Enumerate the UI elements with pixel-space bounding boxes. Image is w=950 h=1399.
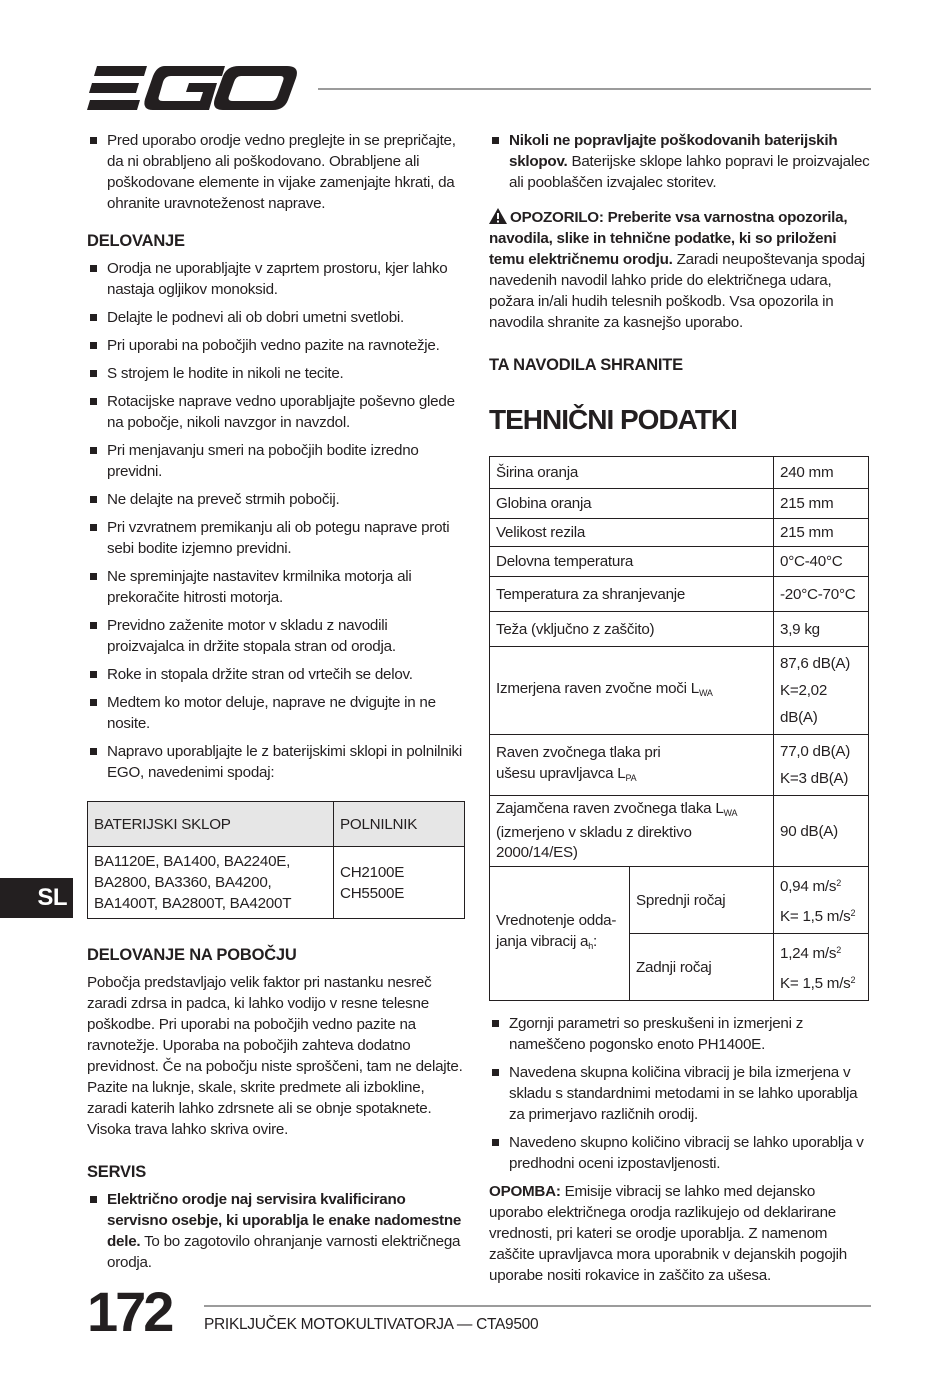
list-item-text: Roke in stopala držite stran od vrtečih se delov. — [107, 666, 413, 683]
spec-value-line: 0,94 m/s — [780, 878, 837, 895]
battery-models-line: BA2800, BA3360, BA4200, — [94, 874, 272, 891]
spec-value: 215 mm — [774, 489, 869, 519]
bullet-icon — [90, 699, 97, 706]
table-cell-chargers — [334, 847, 465, 919]
save-instructions-heading: TA NAVODILA SHRANITE — [489, 356, 683, 374]
bullet-icon — [90, 447, 97, 454]
list-item — [87, 615, 467, 657]
spec-value: 215 mm — [774, 519, 869, 547]
list-item-text: Delajte le podnevi ali ob dobri umetni svetlobi. — [107, 309, 404, 326]
list-item — [87, 517, 467, 559]
specifications-table — [489, 456, 869, 1001]
spec-label: Širina oranja — [490, 457, 774, 489]
servis-list — [87, 1189, 467, 1273]
spec-label-text: ušesu upravljavca L — [496, 764, 626, 782]
spec-value: 90 dB(A) — [774, 796, 869, 867]
list-item — [87, 307, 467, 328]
bullet-icon — [90, 137, 97, 144]
list-item-text: Medtem ko motor deluje, naprave ne dvigujte in ne nosite. — [107, 694, 436, 732]
language-tab: SL — [0, 878, 73, 918]
section-heading-slopes: DELOVANJE NA POBOČJU — [87, 946, 297, 964]
list-item — [489, 1013, 871, 1055]
list-item — [489, 1132, 871, 1174]
charger-model: CH5500E — [340, 884, 405, 902]
spec-value-line: 1,24 m/s — [780, 945, 837, 962]
spec-uncertainty: K=3 dB(A) — [780, 770, 849, 787]
remark-paragraph — [489, 1181, 871, 1286]
spec-label — [490, 735, 774, 796]
spec-value: 0°C-40°C — [774, 547, 869, 577]
spec-uncertainty: K= 1,5 m/s — [780, 975, 851, 992]
subscript: WA — [723, 808, 738, 818]
warning-paragraph — [489, 207, 871, 333]
spec-uncertainty: K= 1,5 m/s — [780, 908, 851, 925]
colon: : — [593, 933, 597, 950]
warning-bold-text: OPOZORILO: Preberite vsa varnostna opozorila, navodila, slike in tehnične podatke, ki so priloženi temu električnemu orodju. — [489, 209, 848, 268]
page-number: 172 — [87, 1280, 172, 1343]
bullet-icon — [90, 314, 97, 321]
spec-label-text: (izmerjeno v skladu z direktivo 2000/14/ES) — [496, 824, 692, 861]
spec-label — [490, 867, 630, 1001]
bullet-icon — [90, 370, 97, 377]
left-column — [87, 130, 467, 1280]
slopes-paragraph: Pobočja predstavljajo velik faktor pri nastanku nesreč zaradi zdrsa in padca, ki lahko vodijo v resne telesne poškodbe. Pri uporabi na pobočjih vedno pazite na ravnotežje. Uporaba na pobočjih zahteva dodatno previdnost. Če na pobočju niste sproščeni, tam ne delajte. Pazite na luknje, skale, skrite predmete ali izbokline, zaradi katerih lahko zdrsnete ali se obnje spotaknete. Visoka trava lahko skriva ovire. — [87, 974, 463, 1138]
list-item-text: Zgornji parametri so preskušeni in izmerjeni z nameščeno pogonsko enoto PH1400E. — [509, 1015, 804, 1053]
specs-title: TEHNIČNI PODATKI — [489, 404, 737, 435]
spec-value: -20°C-70°C — [774, 577, 869, 612]
repair-text: Baterijske sklope lahko popravi le proizvajalec ali pooblaščen izvajalec storitev. — [509, 153, 870, 191]
list-item-text: Pri uporabi na pobočjih vedno pazite na ravnotežje. — [107, 337, 440, 354]
bullet-icon — [492, 1069, 499, 1076]
list-item-text: Pri vzvratnem premikanju ali ob potegu naprave proti sebi bodite izjemno previdni. — [107, 519, 450, 557]
servis-text: To bo zagotovilo ohranjanje varnosti električnega orodja. — [107, 1233, 461, 1271]
spec-value-line: 87,6 dB(A) — [780, 655, 851, 672]
list-item — [87, 258, 467, 300]
bullet-icon — [90, 398, 97, 405]
bullet-icon — [90, 342, 97, 349]
repair-bold-text: Nikoli ne popravljajte poškodovanih baterijskih sklopov. — [509, 132, 838, 170]
spec-value — [774, 647, 869, 735]
spec-label-text: Zajamčena raven zvočnega tlaka L — [496, 800, 724, 817]
list-item-text: Ne delajte na preveč strmih pobočij. — [107, 491, 340, 508]
spec-value: 240 mm — [774, 457, 869, 489]
spec-sublabel: Zadnji ročaj — [630, 934, 774, 1001]
bullet-icon — [492, 137, 499, 144]
battery-models-line: BA1120E, BA1400, BA2240E, — [94, 853, 291, 870]
list-item-text: Napravo uporabljajte le z baterijskimi sklopi in polnilniki EGO, navedenimi spodaj: — [107, 743, 462, 781]
spec-value — [774, 867, 869, 934]
list-item-text: S strojem le hodite in nikoli ne tecite. — [107, 365, 344, 382]
bullet-icon — [90, 671, 97, 678]
section-heading-delovanje: DELOVANJE — [87, 232, 185, 250]
list-item — [87, 440, 467, 482]
list-item — [87, 664, 467, 685]
spec-value: 3,9 kg — [774, 612, 869, 647]
superscript: 2 — [836, 878, 842, 888]
list-item-text: Rotacijske naprave vedno uporabljajte poševno glede na pobočje, nikoli navzgor in navzdol. — [107, 393, 455, 431]
charger-model: CH2100E — [340, 863, 405, 881]
list-item — [87, 1189, 467, 1273]
spec-label: Temperatura za shranjevanje — [490, 577, 774, 612]
spec-label-text: janja vibracij a — [496, 933, 589, 950]
repair-list — [489, 130, 871, 193]
servis-bold-text: Električno orodje naj servisira kvalificirano servisno osebje, ki uporablja le enake nadomestne dele. — [107, 1191, 462, 1250]
spec-label: Delovna temperatura — [490, 547, 774, 577]
battery-models-line: BA1400T, BA2800T, BA4200T — [94, 895, 292, 912]
superscript: 2 — [850, 908, 856, 918]
list-item — [87, 741, 467, 783]
list-item — [87, 489, 467, 510]
notes-list — [489, 1013, 871, 1174]
list-item — [87, 566, 467, 608]
list-item — [489, 1062, 871, 1125]
remark-label: OPOMBA: — [489, 1183, 561, 1200]
list-item-text: Pri menjavanju smeri na pobočjih bodite izredno previdni. — [107, 442, 419, 480]
spec-value — [774, 735, 869, 796]
list-item-text: Orodja ne uporabljajte v zaprtem prostoru, kjer lahko nastaja ogljikov monoksid. — [107, 260, 448, 298]
spec-label-text: Vrednotenje odda- — [496, 912, 617, 929]
bullet-icon — [90, 748, 97, 755]
spec-uncertainty: K=2,02 dB(A) — [780, 682, 828, 726]
battery-charger-table — [87, 801, 465, 919]
delovanje-list — [87, 258, 467, 783]
spec-value-line: 77,0 dB(A) — [780, 743, 851, 760]
bullet-icon — [90, 265, 97, 272]
spec-label: Velikost rezila — [490, 519, 774, 547]
table-header-battery: BATERIJSKI SKLOP — [88, 802, 334, 847]
table-cell-batteries — [88, 847, 334, 919]
spec-label-text: Izmerjena raven zvočne moči L — [496, 679, 699, 697]
bullet-icon — [90, 496, 97, 503]
list-item-text: Previdno zaženite motor v skladu z navodili proizvajalca in držite stopala stran od orodja. — [107, 617, 396, 655]
intro-list — [87, 130, 467, 214]
bullet-icon — [90, 1196, 97, 1203]
subscript: WA — [698, 687, 713, 698]
header-rule — [318, 88, 871, 90]
list-item — [489, 130, 871, 193]
list-item-text: Ne spreminjajte nastavitev krmilnika motorja ali prekoračite hitrosti motorja. — [107, 568, 412, 606]
list-item — [87, 391, 467, 433]
spec-label — [490, 647, 774, 735]
right-column — [489, 130, 871, 1292]
bullet-icon — [492, 1020, 499, 1027]
spec-label: Teža (vključno z zaščito) — [490, 612, 774, 647]
list-item-text: Pred uporabo orodje vedno preglejte in se prepričajte, da ni obrabljeno ali poškodovano. Obrabljene ali poškodovane elemente in vijake zamenjajte hkrati, da ohranite uravnoteženost naprave. — [107, 132, 456, 212]
remark-text: Emisije vibracij se lahko med dejansko uporabo električnega orodja razlikujejo od deklarirane vrednosti, pri kateri se orodje uporablja. Z namenom zaščite upravljavca mora uporabnik v dejanskih pogojih uporabe nositi rokavice in zaščito za ušesa. — [489, 1183, 847, 1284]
bullet-icon — [492, 1139, 499, 1146]
ego-logo — [87, 64, 299, 112]
list-item — [87, 363, 467, 384]
list-item-text: Navedeno skupno količino vibracij se lahko uporablja v predhodni oceni izpostavljenosti. — [509, 1134, 864, 1172]
footer-rule — [204, 1305, 871, 1307]
subscript: PA — [625, 772, 637, 783]
warning-text: Zaradi neupoštevanja spodaj navedenih navodil lahko pride do električnega udara, požara in/ali hudih telesnih poškodb. Vsa opozorila in navodila shranite za kasnejšo uporabo. — [489, 251, 865, 331]
superscript: 2 — [850, 975, 856, 985]
warning-triangle-icon — [489, 208, 507, 224]
bullet-icon — [90, 622, 97, 629]
subscript: h — [588, 941, 594, 951]
footer-title: PRIKLJUČEK MOTOKULTIVATORJA — CTA9500 — [204, 1316, 539, 1333]
spec-label-text: Raven zvočnega tlaka pri — [496, 743, 661, 761]
spec-label: Globina oranja — [490, 489, 774, 519]
spec-value — [774, 934, 869, 1001]
bullet-icon — [90, 524, 97, 531]
list-item-text: Navedena skupna količina vibracij je bila izmerjena v skladu s standardnimi metodami in se lahko uporablja za primerjavo različnih orodij. — [509, 1064, 858, 1123]
section-heading-servis: SERVIS — [87, 1163, 147, 1181]
table-header-charger: POLNILNIK — [334, 802, 465, 847]
superscript: 2 — [836, 945, 842, 955]
spec-label — [490, 796, 774, 867]
list-item — [87, 692, 467, 734]
spec-sublabel: Sprednji ročaj — [630, 867, 774, 934]
bullet-icon — [90, 573, 97, 580]
list-item — [87, 335, 467, 356]
list-item — [87, 130, 467, 214]
